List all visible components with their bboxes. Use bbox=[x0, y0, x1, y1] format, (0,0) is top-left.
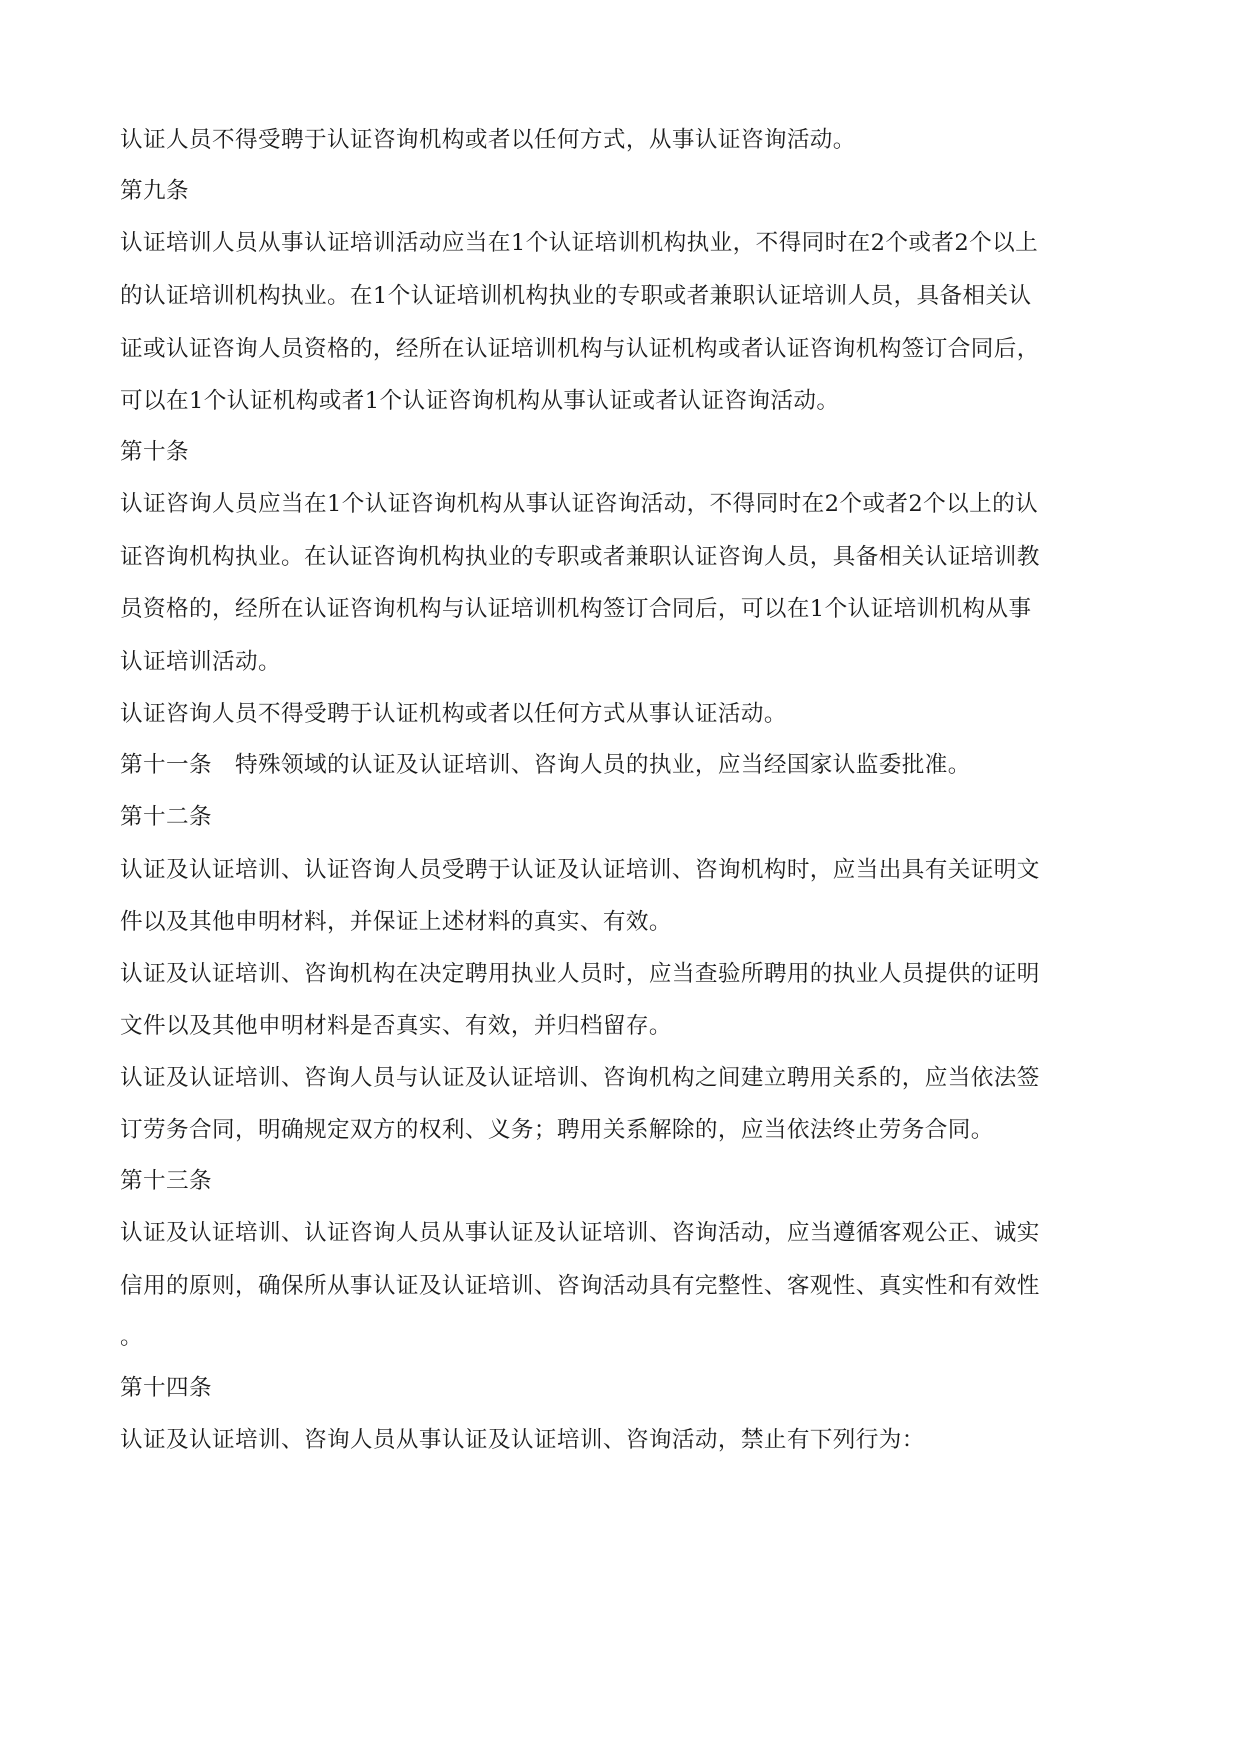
article-heading: 第十一条 特殊领域的认证及认证培训、咨询人员的执业，应当经国家认监委批准。 bbox=[120, 752, 971, 778]
paragraph-line: 认证咨询人员不得受聘于认证机构或者以任何方式从事认证活动。 bbox=[120, 701, 787, 727]
paragraph-line: 证咨询机构执业。在认证咨询机构执业的专职或者兼职认证咨询人员，具备相关认证培训教 bbox=[120, 544, 1040, 570]
paragraph-line: 认证及认证培训、认证咨询人员从事认证及认证培训、咨询活动，应当遵循客观公正、诚实 bbox=[120, 1220, 1040, 1246]
paragraph-line: 证或认证咨询人员资格的，经所在认证培训机构与认证机构或者认证咨询机构签订合同后， bbox=[120, 336, 1040, 362]
paragraph-line: 认证人员不得受聘于认证咨询机构或者以任何方式，从事认证咨询活动。 bbox=[120, 127, 856, 153]
paragraph-line: 信用的原则，确保所从事认证及认证培训、咨询活动具有完整性、客观性、真实性和有效性 bbox=[120, 1273, 1040, 1299]
article-heading: 第十三条 bbox=[120, 1168, 212, 1194]
paragraph-line: 认证培训人员从事认证培训活动应当在1个认证培训机构执业，不得同时在2个或者2个以上 bbox=[120, 230, 1039, 256]
article-heading: 第九条 bbox=[120, 178, 189, 204]
paragraph-line: 认证及认证培训、咨询人员与认证及认证培训、咨询机构之间建立聘用关系的，应当依法签 bbox=[120, 1065, 1040, 1091]
paragraph-line: 认证及认证培训、咨询机构在决定聘用执业人员时，应当查验所聘用的执业人员提供的证明 bbox=[120, 961, 1040, 987]
paragraph-line: 件以及其他申明材料，并保证上述材料的真实、有效。 bbox=[120, 909, 672, 935]
paragraph-line: 可以在1个认证机构或者1个认证咨询机构从事认证或者认证咨询活动。 bbox=[120, 388, 840, 414]
paragraph-line: 认证培训活动。 bbox=[120, 649, 281, 675]
paragraph-line: 。 bbox=[120, 1324, 143, 1350]
paragraph-line: 的认证培训机构执业。在1个认证培训机构执业的专职或者兼职认证培训人员，具备相关认 bbox=[120, 283, 1032, 309]
paragraph-line: 认证咨询人员应当在1个认证咨询机构从事认证咨询活动，不得同时在2个或者2个以上的认 bbox=[120, 491, 1039, 517]
article-heading: 第十二条 bbox=[120, 804, 212, 830]
paragraph-line: 文件以及其他申明材料是否真实、有效，并归档留存。 bbox=[120, 1013, 672, 1039]
paragraph-line: 认证及认证培训、咨询人员从事认证及认证培训、咨询活动，禁止有下列行为： bbox=[120, 1427, 925, 1453]
paragraph-line: 订劳务合同，明确规定双方的权利、义务；聘用关系解除的，应当依法终止劳务合同。 bbox=[120, 1117, 994, 1143]
article-heading: 第十四条 bbox=[120, 1375, 212, 1401]
paragraph-line: 员资格的，经所在认证咨询机构与认证培训机构签订合同后，可以在1个认证培训机构从事 bbox=[120, 596, 1032, 622]
paragraph-line: 认证及认证培训、认证咨询人员受聘于认证及认证培训、咨询机构时，应当出具有关证明文 bbox=[120, 857, 1040, 883]
article-heading: 第十条 bbox=[120, 439, 189, 465]
